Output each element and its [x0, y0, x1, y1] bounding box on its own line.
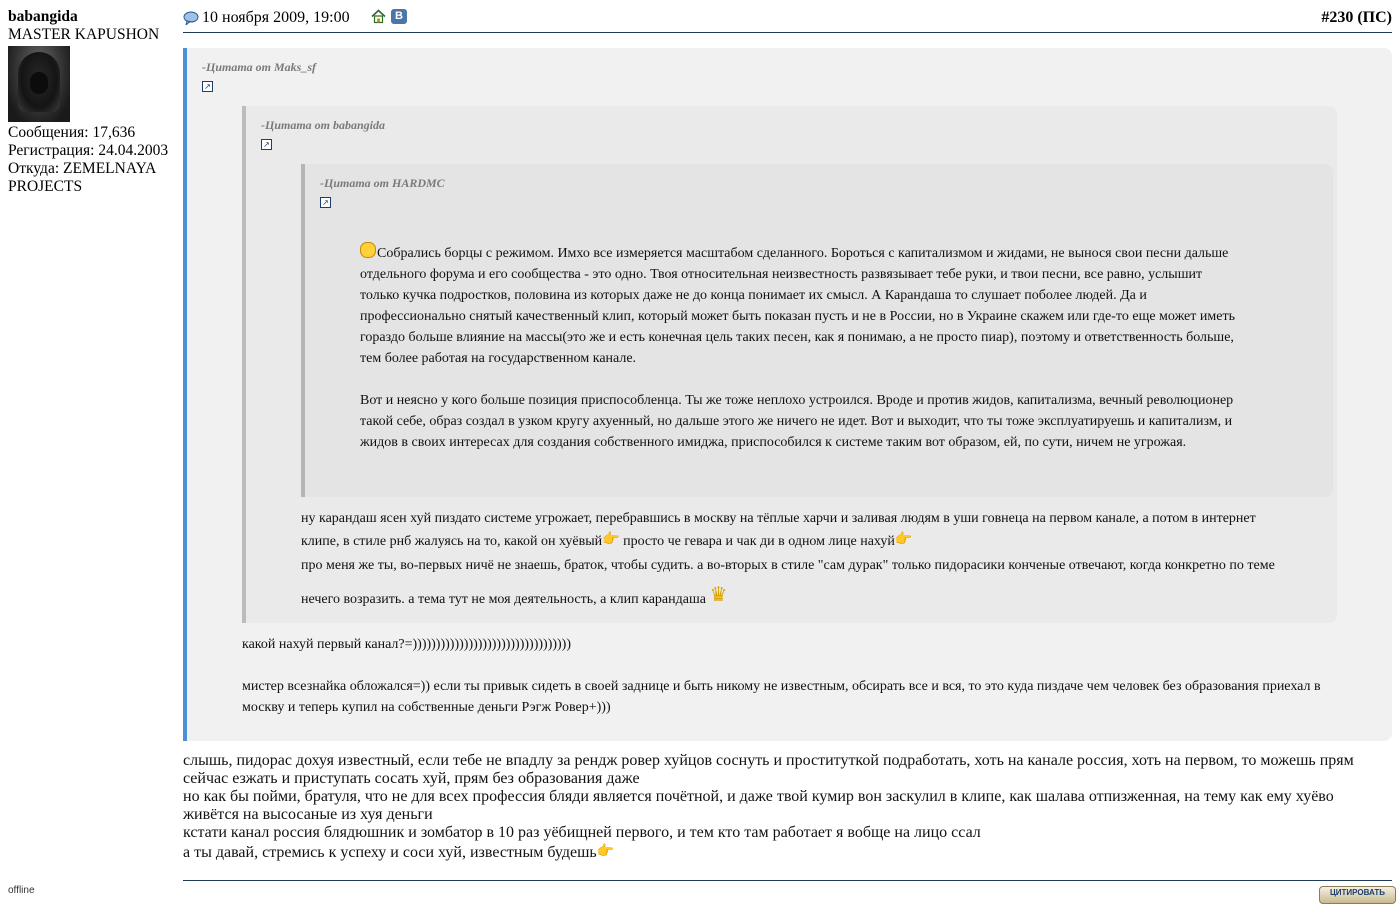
user-location: Откуда: ZEMELNAYA: [8, 160, 157, 177]
user-location-line2: PROJECTS: [8, 178, 83, 195]
post-body: [183, 752, 1392, 862]
home-icon[interactable]: [371, 9, 386, 29]
quote-paragraph: ну карандаш ясен хуй пиздато системе угрожает, перебравшись в москву на тёплые харчи и заливая людям в уши говнеца на первом канале, а потом в интернет клипе, в стиле рнб жалуясь на то, какой он хуёвый: [301, 511, 1256, 549]
post-number-link[interactable]: #230 (ПС): [1321, 9, 1392, 26]
quote-paragraph: просто че гевара и чак ди в одном лице нахуй: [619, 534, 895, 549]
quote-paragraph: какой нахуй первый канал?=)))))))))))))))))))))))))))))))))): [242, 637, 572, 652]
user-panel: [8, 8, 178, 196]
post-date: 10 ноября 2009, 19:00: [202, 9, 350, 26]
crown-smiley-icon: ♛: [709, 582, 728, 606]
username-link[interactable]: babangida: [8, 8, 78, 25]
quote-paragraph: Вот и неясно у кого больше позиция приспособленца. Ты же тоже неплохо устроился. Вроде и против жидов, капитализма, вечный революционер такой себе, образ создал в узком кругу ахуенный, но дальше этого же ничего не идет. Вот и выходит, что ты тоже эксплуатируешь и капитализм, и жидов в своих интересах для создания собственного имиджа, приспособился к системе таким вот образом, ей, по сути, ничем не угрожая.: [360, 393, 1234, 450]
quote-button[interactable]: ЦИТИРОВАТЬ: [1319, 886, 1396, 904]
post-text-line: но как бы пойми, братуля, что не для всех профессия бляди является почётной, и даже твой кумир вон заскулил в клипе, как шалава отпизженная, на тему как ему хуёво живётся на высосаные из хуя деньги: [183, 788, 1334, 823]
quote-paragraph: про меня же ты, во-первых ничё не знаешь, браток, чтобы судить. а во-вторых в стиле "сам дурак" только пидорасики конченые отвечают, когда конкретно по теме нечего возразить. а тема тут не моя деятельность, а клип карандаша: [301, 558, 1275, 607]
quote-text-maks: [242, 634, 1342, 718]
online-status: offline: [8, 885, 35, 896]
quote-link-icon[interactable]: ↗: [202, 81, 213, 92]
quote-link-icon[interactable]: ↗: [261, 139, 272, 150]
user-registration: Регистрация: 24.04.2003: [8, 142, 169, 159]
quote-link-icon[interactable]: ↗: [320, 197, 331, 208]
quote-author-label: -Цитата от Maks_sf: [202, 60, 317, 74]
post-header: [183, 8, 1392, 33]
speech-bubble-icon: [183, 11, 199, 30]
quote-paragraph: Собрались борцы с режимом. Имхо все измеряется масштабом сделанного. Бороться с капитализмом и жидами, не вынося свои песни дальше отдельного форума и его сообщества - это одно. Твоя относительная неизвестность развязывает тебе руки, и твои песни, все равно, услышит только кучка подростков, половина из которых даже не до конца понимает их смысл. А Карандаша то слушает поболее людей. Да и профессионально снятый качественный клип, который может быть показан пусть и не в России, но в Украине скажем или где-то еще может иметь гораздо больше влияние на массы(это же и есть конечная цель таких песен, как я понимаю, а не просто пиар), поэтому и ответственность больше, тем более работая на государственном канале.: [360, 246, 1235, 366]
avatar[interactable]: [8, 46, 70, 122]
user-post-count: Сообщения: 17,636: [8, 124, 136, 141]
post-text-line: а ты давай, стремись к успеху и соси хуй, известным будешь: [183, 844, 597, 861]
quote-text-babangida: [301, 508, 1286, 614]
thumbs-up-smiley-icon: 👉: [894, 531, 913, 547]
grin-smiley-icon: [360, 242, 376, 258]
quote-paragraph: мистер всезнайка обложался=)) если ты привык сидеть в своей заднице и быть никому не известным, обсирать все и вся, то это куда пиздаче чем человек без образования приехал в москву и теперь купил на собственные деньги Рэгж Ровер+))): [242, 679, 1321, 715]
post-text-line: слышь, пидорас дохуя известный, если тебе не впадлу за рендж ровер хуйцов соснуть и проституткой подработать, хоть на канале россия, хоть на первом, то можешь прям сейчас езжать и приступать сосать хуй, прям без образования даже: [183, 752, 1354, 787]
thumbs-up-smiley-icon: 👉: [602, 531, 620, 547]
quote-text-hardmc: [360, 242, 1240, 453]
thumbs-up-smiley-icon: 👉: [596, 843, 615, 859]
post-text-line: кстати канал россия блядюшник и зомбатор в 10 раз уёбищней первого, и тем кто там работает я вобще на лицо ссал: [183, 824, 981, 841]
quote-author-label: -Цитата от babangida: [261, 118, 386, 132]
quote-author-label: -Цитата от HARDMC: [320, 176, 445, 190]
vk-icon[interactable]: В: [391, 9, 407, 24]
user-title: MASTER KAPUSHON: [8, 26, 160, 43]
post-footer-divider: [183, 880, 1392, 881]
